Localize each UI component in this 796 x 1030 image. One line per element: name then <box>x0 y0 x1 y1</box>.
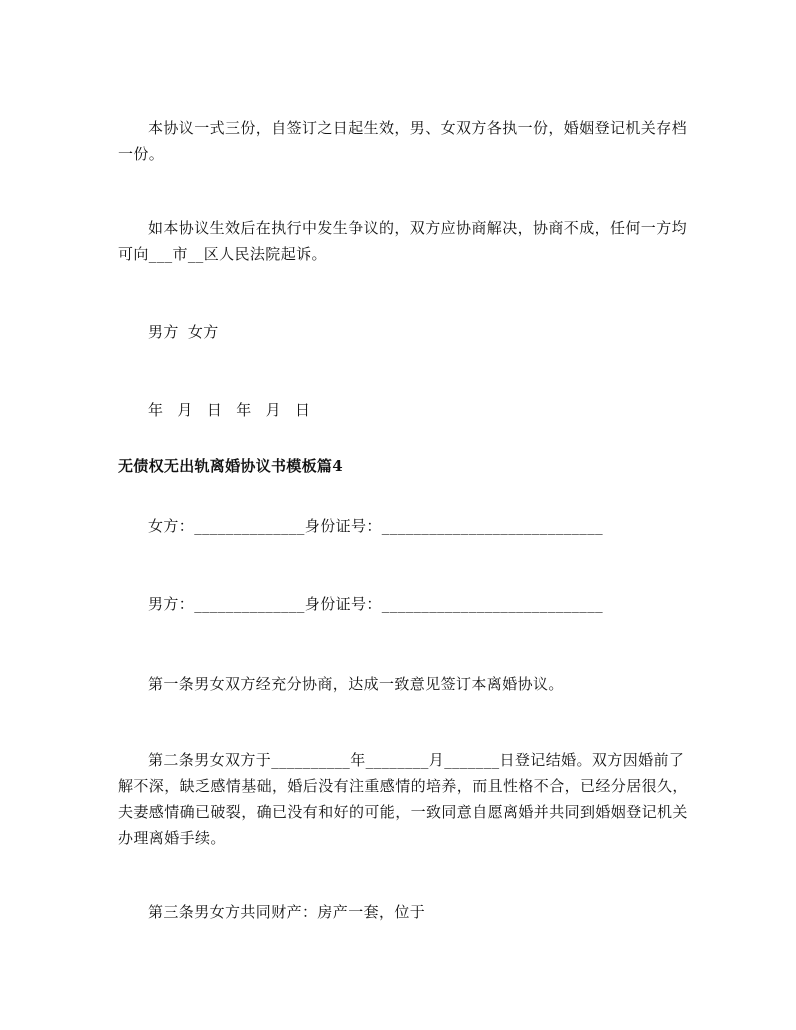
section-heading: 无债权无出轨离婚协议书模板篇4 <box>118 457 343 475</box>
signature-line <box>148 319 219 345</box>
female-info-line: 女方：______________身份证号：____________________________ <box>148 517 604 535</box>
dispute-paragraph: 如本协议生效后在执行中发生争议的，双方应协商解决，协商不成，任何一方均可向___市__区人民法院起诉。 <box>118 219 688 263</box>
date-month-1: 月 <box>177 401 193 419</box>
article-3: 第三条男女方共同财产：房产一套，位于 <box>148 903 426 921</box>
date-year-2: 年 <box>236 401 252 419</box>
date-line <box>148 397 310 423</box>
article-1: 第一条男女双方经充分协商，达成一致意见签订本离婚协议。 <box>148 675 564 693</box>
date-year-1: 年 <box>148 401 164 419</box>
date-month-2: 月 <box>265 401 282 419</box>
validity-paragraph: 本协议一式三份，自签订之日起生效，男、女双方各执一份，婚姻登记机关存档一份。 <box>118 119 688 163</box>
male-info-line: 男方：______________身份证号：____________________________ <box>148 595 604 613</box>
date-day-1: 日 <box>206 401 223 419</box>
article-2: 第二条男女双方于__________年________月_______日登记结婚。双方因婚前了解不深，缺乏感情基础，婚后没有注重感情的培养，而且性格不合，已经分居很久，夫妻感情确已破裂，确已没有和好的可能，一致同意自愿离婚并共同到婚姻登记机关办理离婚手续。 <box>118 751 688 847</box>
date-day-2: 日 <box>295 401 311 419</box>
male-party-label: 男方 <box>148 323 179 341</box>
female-party-label: 女方 <box>187 323 219 341</box>
